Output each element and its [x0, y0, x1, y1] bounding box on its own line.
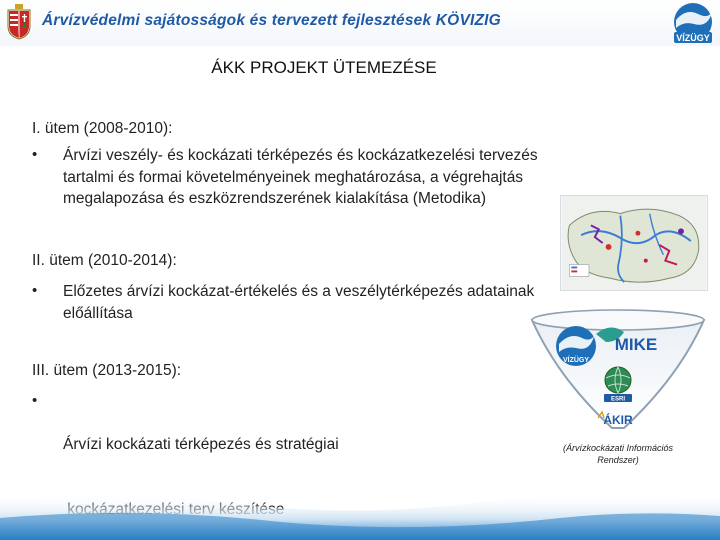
stage-3-bullet: • [32, 392, 38, 409]
stage-2-heading: II. ütem (2010-2014): [32, 252, 177, 269]
stage-1-text [63, 145, 538, 210]
stage-2-bullet: • [32, 282, 38, 299]
stage-1-line: Árvízi veszély- és kockázati térképezés és kockázatkezelési tervezés [63, 147, 538, 164]
stage-3-heading: III. ütem (2013-2015): [32, 362, 182, 379]
coat-of-arms-icon [6, 4, 32, 40]
stage-1-bullet: • [32, 146, 38, 163]
funnel-esri-globe-icon [605, 367, 631, 393]
flood-map-image [560, 195, 708, 291]
vizugy-logo-icon [668, 2, 718, 46]
funnel-vizugy-label: VÍZÜGY [562, 357, 590, 364]
funnel-esri-label: ESRI [610, 396, 626, 403]
stage-2-line: Előzetes árvízi kockázat-értékelés és a veszélytérképezés adatainak [63, 283, 535, 300]
slide-title: ÁKK PROJEKT ÜTEMEZÉSE [211, 58, 437, 77]
header-title: Árvízvédelmi sajátosságok és tervezett fejlesztések KÖVIZIG [42, 12, 501, 29]
stage-1-line: tartalmi és formai követelményeinek meghatározása, a végrehajtás [63, 168, 524, 186]
akir-caption-line: Rendszer) [597, 455, 639, 465]
funnel-akir-label: ÁKIR [603, 413, 633, 427]
stage-1-heading: I. ütem (2008-2010): [32, 120, 173, 137]
funnel-mike-label: MIKE [614, 335, 658, 354]
akir-funnel-diagram [528, 308, 708, 438]
stage-1-line: megalapozása és eszközrendszerének kialakítása (Metodika) [63, 190, 487, 207]
akir-caption-line: (Árvízkockázati Információs [562, 443, 674, 453]
stage-3-line: Árvízi kockázati térképezés és stratégiai [63, 436, 339, 453]
stage-2-line: előállítása [63, 304, 133, 322]
stage-2-text [63, 281, 534, 324]
vizugy-logo-text: VÍZÜGY [676, 33, 710, 43]
bottom-wave-decoration [0, 470, 720, 540]
akir-caption [528, 442, 708, 466]
